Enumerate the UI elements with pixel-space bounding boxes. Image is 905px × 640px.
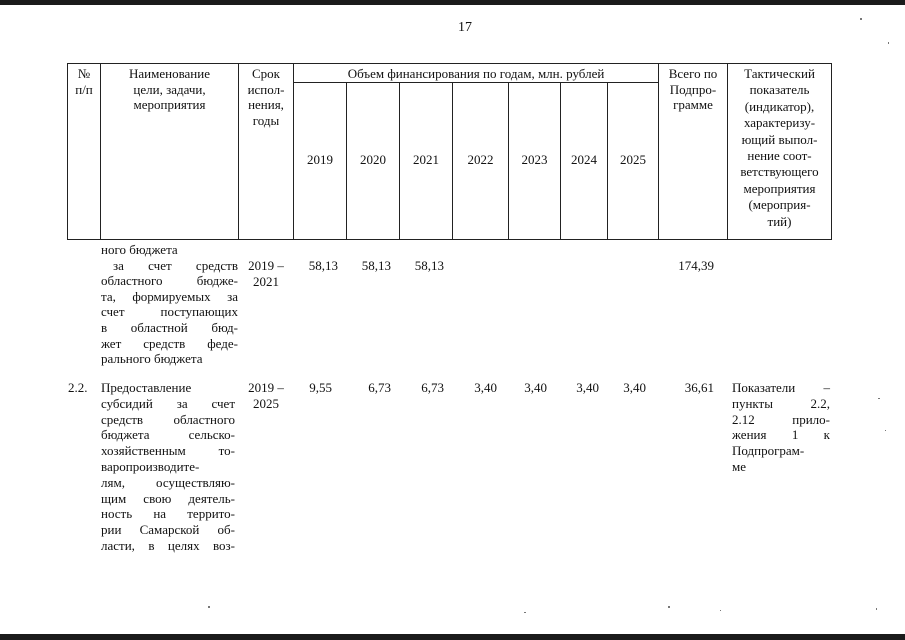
row2-value-2023: 3,40 — [524, 380, 547, 395]
row1-name: ного бюджета за счет средств областного бюдже- та, формируемых за счет поступающих в областной бюд- жет средств феде- рального бюджета — [101, 242, 238, 367]
year-2024: 2024 — [571, 152, 597, 167]
row1-value-2021: 58,13 — [414, 258, 444, 273]
row1-total: 174,39 — [678, 258, 714, 273]
row2-value-2020: 6,73 — [368, 380, 391, 395]
top-border — [0, 0, 905, 5]
row2-name: Предоставление субсидий за счет средств областного бюджета сельско- хозяйственным то- варопроизводите- лям, осуществляю- щим свою деятель- ность на террито- рии Самарской об- ласти, в целях воз- — [101, 380, 235, 553]
year-2025: 2025 — [620, 152, 646, 167]
row2-value-2024: 3,40 — [576, 380, 599, 395]
scan-speck — [876, 608, 877, 610]
page-number: 17 — [458, 20, 472, 35]
scan-speck — [878, 398, 880, 399]
scan-speck — [720, 610, 721, 611]
scan-speck — [860, 18, 862, 20]
row2-value-2019: 9,55 — [309, 380, 332, 395]
year-2021: 2021 — [413, 152, 439, 167]
header-name: Наименование цели, задачи, мероприятия — [129, 66, 210, 112]
row1-value-2019: 58,13 — [308, 258, 338, 273]
row2-value-2025: 3,40 — [623, 380, 646, 395]
funding-header-line — [293, 82, 658, 83]
row2-num: 2.2. — [68, 380, 88, 395]
year-2023: 2023 — [521, 152, 548, 167]
bottom-border — [0, 634, 905, 640]
scan-speck — [668, 606, 670, 608]
row2-value-2021: 6,73 — [421, 380, 444, 395]
header-indicator: Тактический показатель (индикатор), характеризу- ющий выпол- нение соот- ветствующего мероприятия (мероприя- тий) — [740, 66, 819, 229]
row1-term: 2019 – 2021 — [248, 258, 284, 289]
row1-value-2020: 58,13 — [361, 258, 391, 273]
table-top-line — [67, 63, 832, 64]
header-bottom-line — [67, 239, 832, 240]
year-2020: 2020 — [360, 152, 386, 167]
header-total: Всего по Подпро- грамме — [668, 66, 718, 112]
row2-value-2022: 3,40 — [474, 380, 497, 395]
scan-speck — [888, 42, 889, 44]
row2-indicator: Показатели – пункты 2.2, 2.12 прило- жения 1 к Подпрограм- ме — [732, 380, 830, 474]
row2-total: 36,61 — [684, 380, 714, 395]
col-border — [831, 63, 832, 240]
scan-speck — [885, 430, 886, 431]
header-num: № п/п — [75, 66, 93, 97]
scan-speck — [524, 612, 526, 613]
header-term: Срок испол- нения, годы — [247, 66, 285, 128]
scan-speck — [208, 606, 210, 608]
row2-term: 2019 – 2025 — [248, 380, 284, 411]
year-2022: 2022 — [467, 152, 494, 167]
header-funding-title: Объем финансирования по годам, млн. рублей — [347, 66, 605, 81]
year-2019: 2019 — [307, 152, 333, 167]
